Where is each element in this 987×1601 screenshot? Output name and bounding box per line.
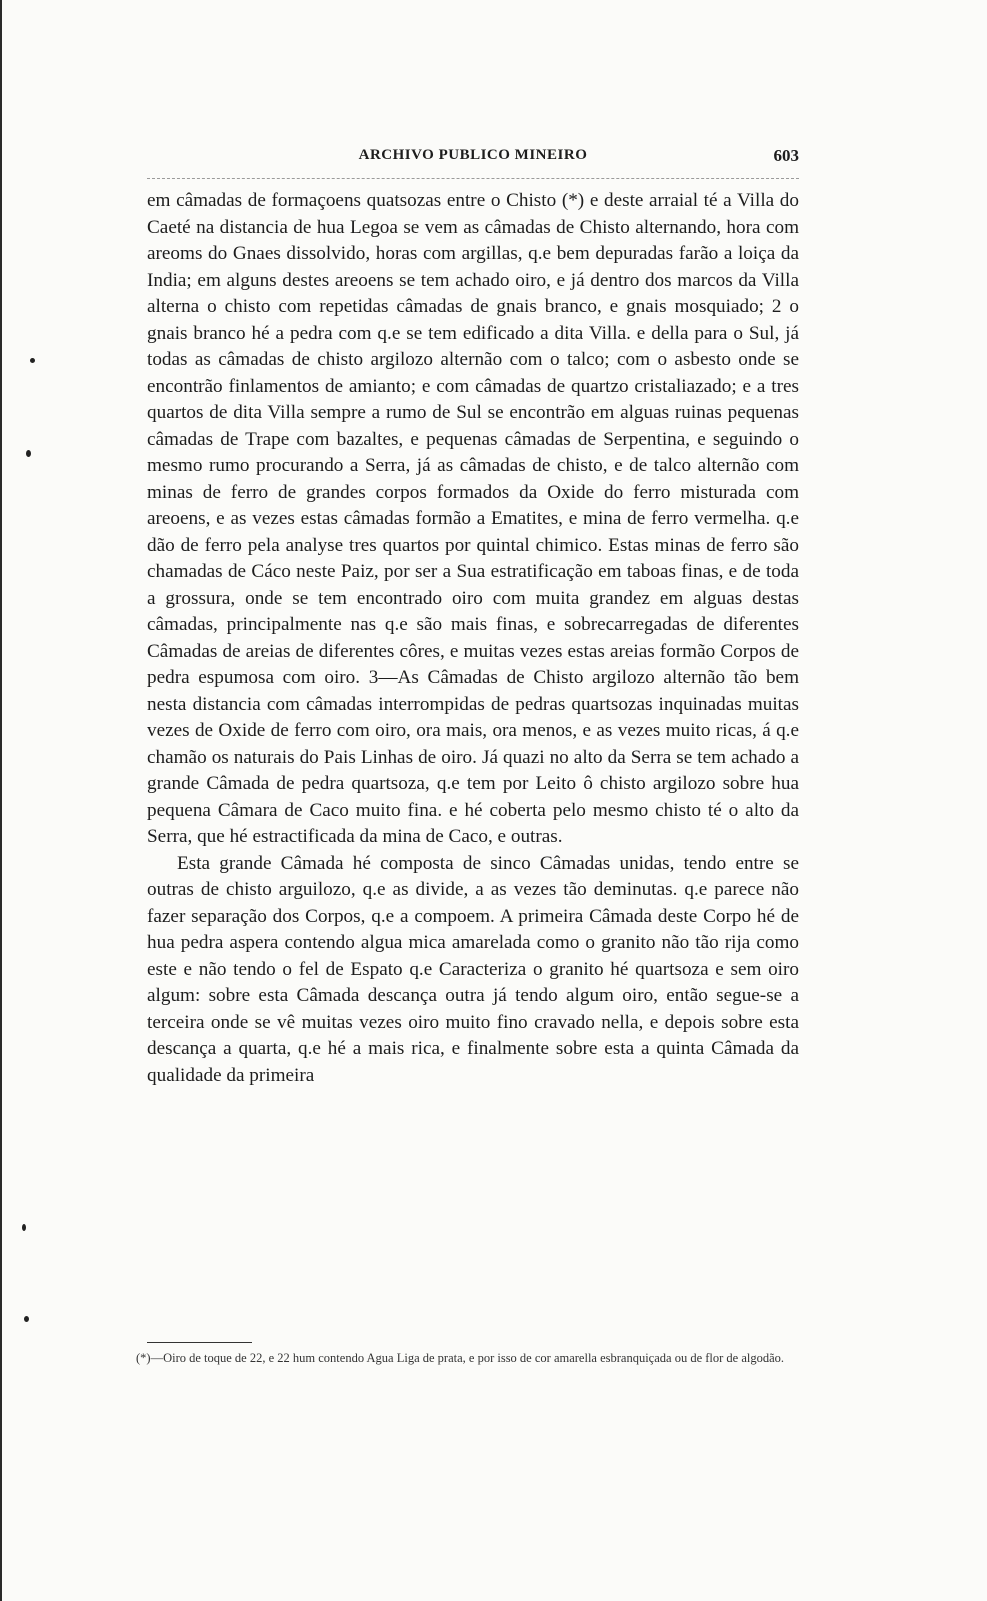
margin-mark xyxy=(22,1224,26,1231)
margin-mark xyxy=(30,358,35,363)
paragraph-1: em câmadas de formaçoens quatsozas entre o Chisto (*) e deste arraial té a Villa do Caeté na distancia de hua Legoa se vem as câmadas de Chisto alternando, hora com areoms do Gnaes dissolvido, horas com argillas, q.e bem depuradas farão a loiça da India; em alguns destes areoens se tem achado oiro, e já dentro dos marcos da Villa alterna o chisto com repetidas câmadas de gnais branco, e gnais mosquiado; 2 o gnais branco hé a pedra com q.e se tem edificado a dita Villa. e della para o Sul, já todas as câmadas de chisto argilozo alternão com o talco; com o asbesto onde se encontrão finlamentos de amianto; e com câmadas de quartzo cristaliazado; e a tres quartos de dita Villa sempre a rumo de Sul se encontrão em alguas ruinas pequenas câmadas de Trape com bazaltes, e pequenas câmadas de Serpentina, e seguindo o mesmo rumo procurando a Serra, já as câmadas de chisto, e de talco alternão com minas de ferro de grandes corpos formados da Oxide do ferro misturada com areoens, e as vezes estas câmadas formão a Ematites, e mina de ferro vermelha. q.e dão de ferro pela analyse tres quartos por quintal chimico. Estas minas de ferro são chamadas de Cáco neste Paiz, por ser a Sua estratificação em taboas finas, e de toda a grossura, onde se tem encontrado oiro com muita grandez em alguas destas câmadas, principalmente nas q.e são mais finas, e sobrecarregadas de diferentes Câmadas de areias de diferentes côres, e muitas vezes estas areias formão Corpos de pedra espumosa com oiro. 3—As Câmadas de Chisto argilozo alternão tão bem nesta distancia com câmadas interrompidas de pedras quartsozas inquinadas muitas vezes de Oxide de ferro com oiro, ora mais, ora menos, e as vezes muito ricas, á q.e chamão os naturais do Pais Linhas de oiro. Já quazi no alto da Serra se tem achado a grande Câmada de pedra quartsoza, q.e tem por Leito ô chisto argilozo sobre hua pequena Câmara de Caco muito fina. e hé coberta pelo mesmo chisto té o alto da Serra, que hé estractificada da mina de Caco, e outras. xyxy=(147,190,799,847)
footnote-rule xyxy=(147,1342,252,1343)
header-rule xyxy=(147,178,799,179)
body-text xyxy=(147,188,799,1089)
footnote: (*)—Oiro de toque de 22, e 22 hum contendo Agua Liga de prata, e por isso de cor amarella esbranquiçada ou de flor de algodão. xyxy=(136,1351,785,1365)
page-edge-line xyxy=(0,0,2,1601)
page-header xyxy=(147,147,799,171)
page-number: 603 xyxy=(773,146,799,165)
margin-mark xyxy=(24,1316,29,1322)
paragraph-2: Esta grande Câmada hé composta de sinco Câmadas unidas, tendo entre se outras de chisto arguilozo, q.e as divide, a as vezes tão deminutas. q.e parece não fazer separação dos Corpos, q.e a compoem. A primeira Câmada deste Corpo hé de hua pedra aspera contendo algua mica amarelada como o granito não tão rija como este e não tendo o fel de Espato q.e Caracteriza o granito hé quartsoza e sem oiro algum: sobre esta Câmada descança outra já tendo algum oiro, então segue-se a terceira onde se vê muitas vezes oiro muito fino cravado nella, e depois sobre esta descança a quarta, q.e hé a mais rica, e finalmente sobre esta a quinta Câmada da qualidade da primeira xyxy=(147,852,799,1086)
running-head: ARCHIVO PUBLICO MINEIRO xyxy=(358,147,588,163)
margin-mark xyxy=(26,450,31,457)
